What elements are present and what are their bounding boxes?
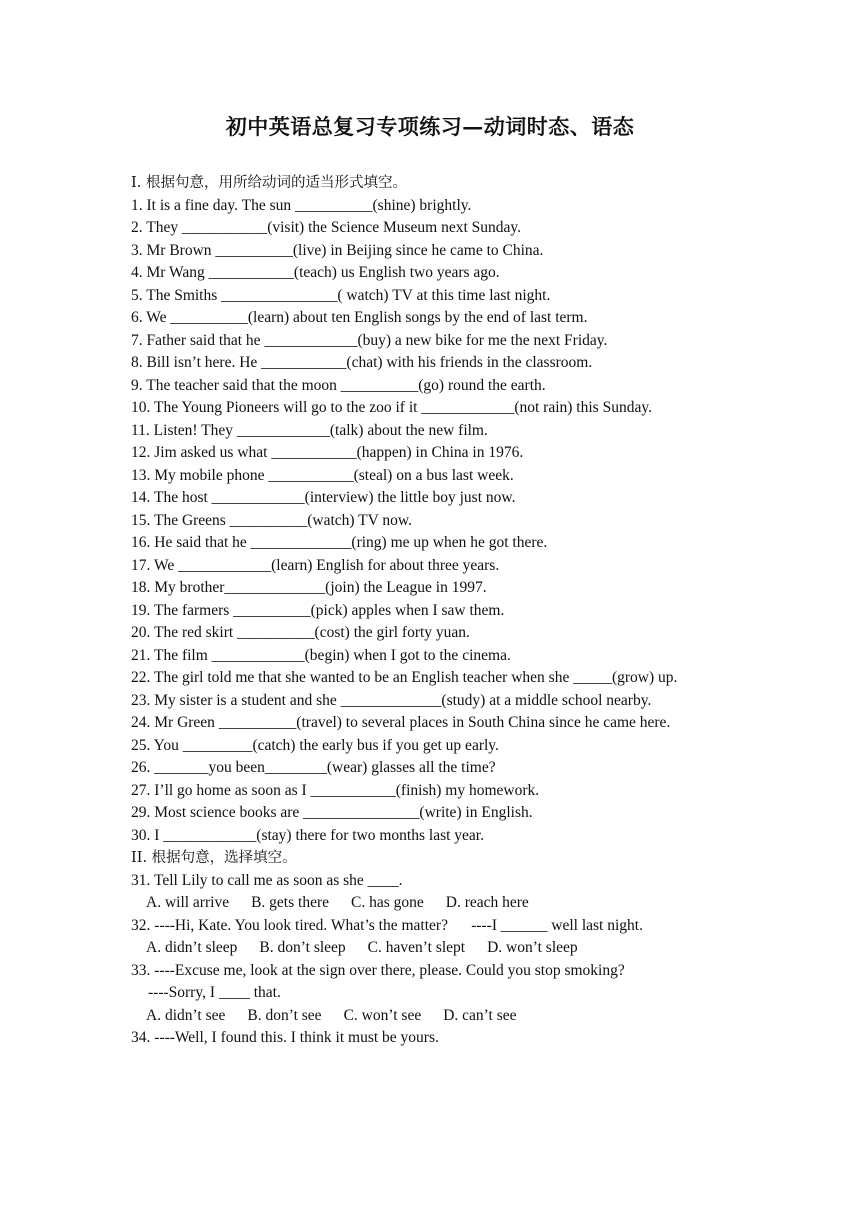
question-31-options (131, 892, 733, 915)
option-b: B. gets there (251, 894, 329, 911)
question-31 (131, 870, 733, 915)
question-14: 14. The host ____________(interview) the little boy just now. (131, 489, 516, 506)
question-10: 10. The Young Pioneers will go to the zoo if it ____________(not rain) this Sunday. (131, 399, 652, 416)
section-2-heading: II. 根据句意，选择填空。 (131, 850, 297, 866)
question-33 (131, 960, 733, 1028)
question-9: 9. The teacher said that the moon __________(go) round the earth. (131, 376, 546, 394)
question-2: 2. They ___________(visit) the Science Museum next Sunday. (131, 219, 522, 236)
document-body (131, 172, 733, 1050)
question-8: 8. Bill isn’t here. He ___________(chat) with his friends in the classroom. (131, 354, 593, 371)
question-26: 26. _______you been________(wear) glasses all the time? (131, 759, 496, 776)
question-15: 15. The Greens __________(watch) TV now. (131, 511, 412, 529)
option-a: A. didn’t sleep (146, 939, 238, 956)
option-c: C. won’t see (343, 1006, 422, 1024)
question-33-options (131, 1005, 733, 1028)
question-18: 18. My brother_____________(join) the League in 1997. (131, 579, 487, 596)
question-23: 23. My sister is a student and she _____________(study) at a middle school nearby. (131, 691, 652, 709)
question-6: 6. We __________(learn) about ten English songs by the end of last term. (131, 309, 588, 326)
section-1-items (131, 195, 733, 848)
question-17: 17. We ____________(learn) English for about three years. (131, 556, 500, 574)
question-34-stem: 34. ----Well, I found this. I think it must be yours. (131, 1029, 439, 1046)
option-d: D. can’t see (443, 1006, 517, 1024)
question-20: 20. The red skirt __________(cost) the girl forty yuan. (131, 624, 470, 641)
option-a: A. didn’t see (146, 1006, 226, 1024)
question-12: 12. Jim asked us what ___________(happen) in China in 1976. (131, 444, 524, 461)
question-24: 24. Mr Green __________(travel) to several places in South China since he came here. (131, 714, 671, 731)
document-title: 初中英语总复习专项练习—动词时态、语态 (225, 114, 635, 139)
section-1-heading: I. 根据句意，用所给动词的适当形式填空。 (131, 175, 407, 191)
question-33-reply: ----Sorry, I ____ that. (148, 984, 281, 1001)
option-b: B. don’t see (247, 1006, 322, 1024)
question-21: 21. The film ____________(begin) when I got to the cinema. (131, 646, 511, 664)
question-31-stem: 31. Tell Lily to call me as soon as she ____. (131, 871, 403, 889)
option-a: A. will arrive (146, 894, 230, 911)
question-30: 30. I ____________(stay) there for two months last year. (131, 826, 484, 844)
question-25: 25. You _________(catch) the early bus if you get up early. (131, 736, 499, 754)
question-16: 16. He said that he _____________(ring) me up when he got there. (131, 534, 548, 551)
question-11: 11. Listen! They ____________(talk) about the new film. (131, 421, 488, 439)
option-d: D. won’t sleep (487, 939, 578, 956)
question-29: 29. Most science books are _______________(write) in English. (131, 804, 533, 821)
question-32 (131, 915, 733, 960)
option-b: B. don’t sleep (259, 939, 346, 956)
question-27: 27. I’ll go home as soon as I ___________(finish) my homework. (131, 781, 540, 799)
option-d: D. reach here (445, 894, 529, 911)
question-33-stem: 33. ----Excuse me, look at the sign over there, please. Could you stop smoking? (131, 961, 625, 979)
question-1: 1. It is a fine day. The sun __________(shine) brightly. (131, 196, 472, 214)
question-3: 3. Mr Brown __________(live) in Beijing since he came to China. (131, 241, 544, 259)
question-7: 7. Father said that he ____________(buy) a new bike for me the next Friday. (131, 331, 608, 349)
question-19: 19. The farmers __________(pick) apples when I saw them. (131, 601, 505, 619)
question-5: 5. The Smiths _______________( watch) TV at this time last night. (131, 286, 551, 304)
question-32-options (131, 937, 733, 960)
question-4: 4. Mr Wang ___________(teach) us English two years ago. (131, 264, 500, 281)
option-c: C. haven’t slept (367, 939, 466, 956)
question-32-stem: 32. ----Hi, Kate. You look tired. What’s the matter? ----I ______ well last night. (131, 916, 643, 934)
question-13: 13. My mobile phone ___________(steal) on a bus last week. (131, 466, 514, 484)
option-c: C. has gone (351, 894, 424, 911)
question-22: 22. The girl told me that she wanted to be an English teacher when she _____(grow) up. (131, 669, 678, 686)
